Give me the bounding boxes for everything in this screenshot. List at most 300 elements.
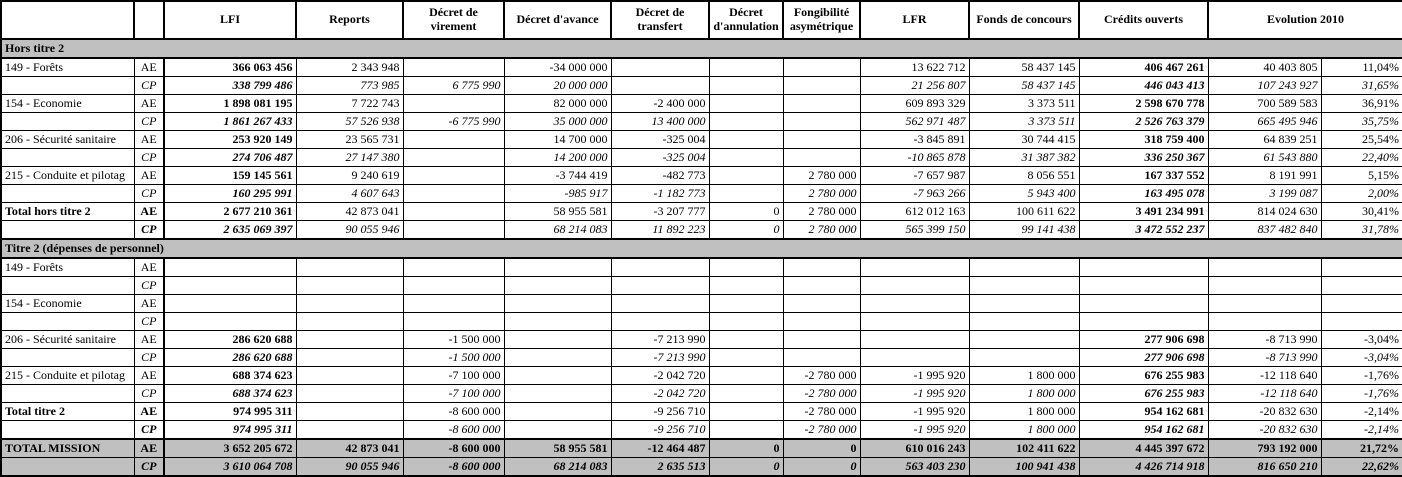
value-cell[interactable]: 36,91% — [1321, 95, 1402, 113]
value-cell[interactable]: 100 941 438 — [969, 458, 1079, 477]
value-cell[interactable]: 35 000 000 — [504, 113, 611, 131]
value-cell[interactable]: 4 426 714 918 — [1079, 458, 1208, 477]
value-cell[interactable]: -2 400 000 — [611, 95, 709, 113]
value-cell[interactable]: 7 722 743 — [296, 95, 403, 113]
row-label-cell[interactable] — [1, 458, 134, 477]
value-cell[interactable]: -1,76% — [1321, 385, 1402, 403]
unit-cell[interactable]: AE — [134, 131, 164, 149]
unit-cell[interactable]: AE — [134, 258, 164, 277]
unit-cell[interactable]: AE — [134, 95, 164, 113]
value-cell[interactable] — [296, 313, 403, 331]
value-cell[interactable] — [783, 331, 860, 349]
value-cell[interactable]: 4 607 643 — [296, 185, 403, 203]
value-cell[interactable]: 2 598 670 778 — [1079, 95, 1208, 113]
unit-cell[interactable]: CP — [134, 458, 164, 477]
value-cell[interactable]: 68 214 083 — [504, 221, 611, 240]
value-cell[interactable]: -20 832 630 — [1208, 403, 1321, 421]
value-cell[interactable] — [1079, 313, 1208, 331]
row-label-cell[interactable] — [1, 77, 134, 95]
value-cell[interactable]: -2 780 000 — [783, 421, 860, 440]
value-cell[interactable] — [1321, 258, 1402, 277]
value-cell[interactable] — [504, 403, 611, 421]
value-cell[interactable] — [969, 295, 1079, 313]
value-cell[interactable]: 159 145 561 — [164, 167, 296, 185]
unit-cell[interactable]: AE — [134, 203, 164, 221]
value-cell[interactable]: 21 256 807 — [860, 77, 969, 95]
unit-cell[interactable]: AE — [134, 331, 164, 349]
value-cell[interactable]: 25,54% — [1321, 131, 1402, 149]
value-cell[interactable]: 3 373 511 — [969, 95, 1079, 113]
value-cell[interactable] — [969, 349, 1079, 367]
value-cell[interactable] — [709, 367, 783, 385]
value-cell[interactable]: 90 055 946 — [296, 221, 403, 240]
value-cell[interactable]: 35,75% — [1321, 113, 1402, 131]
row-label-cell[interactable]: 149 - Forêts — [1, 258, 134, 277]
value-cell[interactable] — [783, 113, 860, 131]
value-cell[interactable]: 30 744 415 — [969, 131, 1079, 149]
value-cell[interactable] — [969, 313, 1079, 331]
value-cell[interactable]: -7 213 990 — [611, 331, 709, 349]
value-cell[interactable] — [504, 367, 611, 385]
header-fonds-concours[interactable]: Fonds de concours — [969, 1, 1079, 39]
value-cell[interactable]: 22,40% — [1321, 149, 1402, 167]
value-cell[interactable]: 2 526 763 379 — [1079, 113, 1208, 131]
value-cell[interactable]: 773 985 — [296, 77, 403, 95]
value-cell[interactable] — [504, 349, 611, 367]
value-cell[interactable]: -1 500 000 — [403, 349, 504, 367]
value-cell[interactable]: 31,65% — [1321, 77, 1402, 95]
value-cell[interactable] — [783, 313, 860, 331]
value-cell[interactable] — [164, 277, 296, 295]
value-cell[interactable]: 14 700 000 — [504, 131, 611, 149]
value-cell[interactable]: -3 845 891 — [860, 131, 969, 149]
value-cell[interactable]: -2 780 000 — [783, 403, 860, 421]
header-credits-ouverts[interactable]: Crédits ouverts — [1079, 1, 1208, 39]
value-cell[interactable]: -2,14% — [1321, 421, 1402, 440]
value-cell[interactable]: 1 898 081 195 — [164, 95, 296, 113]
value-cell[interactable] — [709, 131, 783, 149]
value-cell[interactable]: 954 162 681 — [1079, 421, 1208, 440]
value-cell[interactable]: -2 780 000 — [783, 385, 860, 403]
value-cell[interactable]: 277 906 698 — [1079, 349, 1208, 367]
header-decret-annulation[interactable]: Décret d'annulation — [709, 1, 783, 39]
value-cell[interactable] — [860, 349, 969, 367]
value-cell[interactable]: 610 016 243 — [860, 439, 969, 458]
value-cell[interactable] — [504, 313, 611, 331]
value-cell[interactable]: -1 182 773 — [611, 185, 709, 203]
value-cell[interactable] — [611, 313, 709, 331]
value-cell[interactable]: 3 199 087 — [1208, 185, 1321, 203]
value-cell[interactable]: -1 995 920 — [860, 385, 969, 403]
value-cell[interactable]: 163 495 078 — [1079, 185, 1208, 203]
value-cell[interactable] — [709, 77, 783, 95]
value-cell[interactable]: 286 620 688 — [164, 331, 296, 349]
value-cell[interactable]: 30,41% — [1321, 203, 1402, 221]
value-cell[interactable] — [611, 58, 709, 77]
unit-cell[interactable]: AE — [134, 403, 164, 421]
value-cell[interactable]: 2 343 948 — [296, 58, 403, 77]
value-cell[interactable] — [504, 258, 611, 277]
value-cell[interactable]: -3 207 777 — [611, 203, 709, 221]
value-cell[interactable]: 42 873 041 — [296, 203, 403, 221]
value-cell[interactable]: -8 713 990 — [1208, 331, 1321, 349]
value-cell[interactable] — [611, 77, 709, 95]
value-cell[interactable] — [783, 277, 860, 295]
value-cell[interactable] — [709, 385, 783, 403]
row-label-cell[interactable] — [1, 221, 134, 240]
value-cell[interactable] — [860, 295, 969, 313]
value-cell[interactable] — [164, 258, 296, 277]
value-cell[interactable]: -34 000 000 — [504, 58, 611, 77]
value-cell[interactable]: 446 043 413 — [1079, 77, 1208, 95]
value-cell[interactable]: 21,72% — [1321, 439, 1402, 458]
unit-cell[interactable]: CP — [134, 277, 164, 295]
value-cell[interactable] — [709, 149, 783, 167]
value-cell[interactable]: 0 — [783, 458, 860, 477]
value-cell[interactable]: -2,14% — [1321, 403, 1402, 421]
value-cell[interactable] — [783, 95, 860, 113]
value-cell[interactable]: 338 799 486 — [164, 77, 296, 95]
value-cell[interactable] — [1208, 313, 1321, 331]
row-label-cell[interactable] — [1, 349, 134, 367]
value-cell[interactable]: 57 526 938 — [296, 113, 403, 131]
value-cell[interactable]: -8 713 990 — [1208, 349, 1321, 367]
value-cell[interactable] — [1208, 277, 1321, 295]
row-label-cell[interactable]: 149 - Forêts — [1, 58, 134, 77]
value-cell[interactable] — [504, 421, 611, 440]
value-cell[interactable] — [709, 331, 783, 349]
value-cell[interactable] — [296, 331, 403, 349]
value-cell[interactable] — [403, 95, 504, 113]
unit-cell[interactable]: AE — [134, 439, 164, 458]
value-cell[interactable]: -8 600 000 — [403, 439, 504, 458]
value-cell[interactable]: 676 255 983 — [1079, 385, 1208, 403]
value-cell[interactable]: -20 832 630 — [1208, 421, 1321, 440]
value-cell[interactable] — [296, 385, 403, 403]
row-label-cell[interactable]: 215 - Conduite et pilotag — [1, 167, 134, 185]
value-cell[interactable] — [403, 277, 504, 295]
value-cell[interactable] — [611, 295, 709, 313]
value-cell[interactable]: 318 759 400 — [1079, 131, 1208, 149]
row-label-cell[interactable] — [1, 421, 134, 440]
value-cell[interactable]: -7 657 987 — [860, 167, 969, 185]
value-cell[interactable]: 2 780 000 — [783, 203, 860, 221]
value-cell[interactable] — [783, 295, 860, 313]
value-cell[interactable]: 0 — [709, 203, 783, 221]
value-cell[interactable]: -9 256 710 — [611, 403, 709, 421]
value-cell[interactable]: -12 118 640 — [1208, 367, 1321, 385]
value-cell[interactable] — [783, 349, 860, 367]
section-label[interactable]: Titre 2 (dépenses de personnel) — [1, 239, 1402, 258]
value-cell[interactable]: 13 400 000 — [611, 113, 709, 131]
value-cell[interactable] — [611, 258, 709, 277]
value-cell[interactable]: 90 055 946 — [296, 458, 403, 477]
value-cell[interactable]: -482 773 — [611, 167, 709, 185]
value-cell[interactable] — [709, 58, 783, 77]
value-cell[interactable] — [296, 403, 403, 421]
value-cell[interactable] — [1079, 295, 1208, 313]
value-cell[interactable] — [504, 385, 611, 403]
value-cell[interactable]: -3,04% — [1321, 331, 1402, 349]
value-cell[interactable]: 58 955 581 — [504, 439, 611, 458]
unit-cell[interactable]: CP — [134, 421, 164, 440]
value-cell[interactable] — [403, 203, 504, 221]
value-cell[interactable]: 6 775 990 — [403, 77, 504, 95]
value-cell[interactable] — [403, 295, 504, 313]
value-cell[interactable]: -3 744 419 — [504, 167, 611, 185]
value-cell[interactable]: -1 995 920 — [860, 367, 969, 385]
value-cell[interactable]: 5,15% — [1321, 167, 1402, 185]
value-cell[interactable]: 2 780 000 — [783, 221, 860, 240]
value-cell[interactable]: 58 437 145 — [969, 58, 1079, 77]
row-label-cell[interactable] — [1, 185, 134, 203]
value-cell[interactable]: 167 337 552 — [1079, 167, 1208, 185]
value-cell[interactable] — [1079, 277, 1208, 295]
value-cell[interactable]: -1 995 920 — [860, 421, 969, 440]
row-label-cell[interactable] — [1, 277, 134, 295]
value-cell[interactable]: 0 — [783, 439, 860, 458]
unit-cell[interactable]: CP — [134, 385, 164, 403]
header-decret-transfert[interactable]: Décret de transfert — [611, 1, 709, 39]
value-cell[interactable] — [296, 258, 403, 277]
value-cell[interactable]: -1 995 920 — [860, 403, 969, 421]
row-label-cell[interactable] — [1, 313, 134, 331]
value-cell[interactable]: 0 — [709, 221, 783, 240]
row-label-cell[interactable]: 154 - Economie — [1, 95, 134, 113]
value-cell[interactable] — [783, 258, 860, 277]
value-cell[interactable] — [969, 277, 1079, 295]
value-cell[interactable]: 609 893 329 — [860, 95, 969, 113]
value-cell[interactable]: 40 403 805 — [1208, 58, 1321, 77]
value-cell[interactable] — [403, 313, 504, 331]
value-cell[interactable] — [709, 185, 783, 203]
value-cell[interactable]: 82 000 000 — [504, 95, 611, 113]
value-cell[interactable] — [1321, 277, 1402, 295]
value-cell[interactable]: 2 635 513 — [611, 458, 709, 477]
value-cell[interactable]: 42 873 041 — [296, 439, 403, 458]
value-cell[interactable]: -10 865 878 — [860, 149, 969, 167]
value-cell[interactable] — [783, 58, 860, 77]
row-label-cell[interactable]: 206 - Sécurité sanitaire — [1, 331, 134, 349]
value-cell[interactable] — [709, 403, 783, 421]
value-cell[interactable]: 160 295 991 — [164, 185, 296, 203]
header-unit-cell[interactable] — [134, 1, 164, 39]
value-cell[interactable]: 4 445 397 672 — [1079, 439, 1208, 458]
header-decret-virement[interactable]: Décret de virement — [403, 1, 504, 39]
value-cell[interactable]: 14 200 000 — [504, 149, 611, 167]
value-cell[interactable] — [1321, 295, 1402, 313]
value-cell[interactable] — [783, 77, 860, 95]
value-cell[interactable] — [709, 167, 783, 185]
value-cell[interactable] — [403, 221, 504, 240]
value-cell[interactable]: 563 403 230 — [860, 458, 969, 477]
value-cell[interactable]: -8 600 000 — [403, 403, 504, 421]
value-cell[interactable]: -12 464 487 — [611, 439, 709, 458]
value-cell[interactable] — [296, 349, 403, 367]
value-cell[interactable]: 688 374 623 — [164, 367, 296, 385]
value-cell[interactable]: 27 147 380 — [296, 149, 403, 167]
value-cell[interactable] — [403, 185, 504, 203]
value-cell[interactable] — [296, 421, 403, 440]
header-evolution-2010[interactable]: Evolution 2010 — [1208, 1, 1402, 39]
row-label-cell[interactable] — [1, 149, 134, 167]
value-cell[interactable]: 23 565 731 — [296, 131, 403, 149]
value-cell[interactable]: -1,76% — [1321, 367, 1402, 385]
value-cell[interactable]: 11,04% — [1321, 58, 1402, 77]
value-cell[interactable] — [504, 331, 611, 349]
unit-cell[interactable]: CP — [134, 113, 164, 131]
header-row-label-cell[interactable] — [1, 1, 134, 39]
value-cell[interactable]: 102 411 622 — [969, 439, 1079, 458]
row-label-cell[interactable]: Total titre 2 — [1, 403, 134, 421]
unit-cell[interactable]: AE — [134, 58, 164, 77]
value-cell[interactable] — [296, 277, 403, 295]
value-cell[interactable]: -3,04% — [1321, 349, 1402, 367]
value-cell[interactable] — [969, 331, 1079, 349]
row-label-cell[interactable]: 206 - Sécurité sanitaire — [1, 131, 134, 149]
value-cell[interactable]: 3 491 234 991 — [1079, 203, 1208, 221]
value-cell[interactable]: -7 100 000 — [403, 385, 504, 403]
value-cell[interactable] — [296, 367, 403, 385]
value-cell[interactable]: 676 255 983 — [1079, 367, 1208, 385]
value-cell[interactable]: 406 467 261 — [1079, 58, 1208, 77]
unit-cell[interactable]: AE — [134, 295, 164, 313]
value-cell[interactable]: 2 780 000 — [783, 185, 860, 203]
value-cell[interactable]: -9 256 710 — [611, 421, 709, 440]
value-cell[interactable] — [1208, 258, 1321, 277]
value-cell[interactable]: 816 650 210 — [1208, 458, 1321, 477]
value-cell[interactable]: 61 543 880 — [1208, 149, 1321, 167]
value-cell[interactable]: -325 004 — [611, 131, 709, 149]
value-cell[interactable]: -325 004 — [611, 149, 709, 167]
value-cell[interactable]: 68 214 083 — [504, 458, 611, 477]
value-cell[interactable] — [1208, 295, 1321, 313]
unit-cell[interactable]: CP — [134, 77, 164, 95]
header-lfr[interactable]: LFR — [860, 1, 969, 39]
value-cell[interactable]: -1 500 000 — [403, 331, 504, 349]
value-cell[interactable]: 31 387 382 — [969, 149, 1079, 167]
value-cell[interactable]: 665 495 946 — [1208, 113, 1321, 131]
value-cell[interactable]: 1 861 267 433 — [164, 113, 296, 131]
value-cell[interactable]: 2,00% — [1321, 185, 1402, 203]
value-cell[interactable]: 58 437 145 — [969, 77, 1079, 95]
value-cell[interactable]: 954 162 681 — [1079, 403, 1208, 421]
unit-cell[interactable]: AE — [134, 167, 164, 185]
value-cell[interactable]: 0 — [709, 458, 783, 477]
value-cell[interactable] — [403, 58, 504, 77]
value-cell[interactable] — [296, 295, 403, 313]
value-cell[interactable] — [403, 149, 504, 167]
value-cell[interactable] — [403, 167, 504, 185]
unit-cell[interactable]: CP — [134, 185, 164, 203]
value-cell[interactable]: 837 482 840 — [1208, 221, 1321, 240]
value-cell[interactable]: -2 042 720 — [611, 385, 709, 403]
value-cell[interactable]: 107 243 927 — [1208, 77, 1321, 95]
value-cell[interactable] — [783, 131, 860, 149]
value-cell[interactable]: 3 652 205 672 — [164, 439, 296, 458]
value-cell[interactable] — [783, 149, 860, 167]
row-label-cell[interactable]: Total hors titre 2 — [1, 203, 134, 221]
unit-cell[interactable]: AE — [134, 367, 164, 385]
value-cell[interactable]: 3 472 552 237 — [1079, 221, 1208, 240]
header-fongibilite[interactable]: Fongibilité asymétrique — [783, 1, 860, 39]
value-cell[interactable]: 31,78% — [1321, 221, 1402, 240]
value-cell[interactable]: 2 677 210 361 — [164, 203, 296, 221]
value-cell[interactable]: -7 213 990 — [611, 349, 709, 367]
value-cell[interactable] — [611, 277, 709, 295]
value-cell[interactable] — [860, 313, 969, 331]
value-cell[interactable] — [709, 421, 783, 440]
value-cell[interactable]: 688 374 623 — [164, 385, 296, 403]
value-cell[interactable] — [860, 277, 969, 295]
row-label-cell[interactable]: TOTAL MISSION — [1, 439, 134, 458]
value-cell[interactable]: 1 800 000 — [969, 367, 1079, 385]
value-cell[interactable]: 13 622 712 — [860, 58, 969, 77]
value-cell[interactable]: 64 839 251 — [1208, 131, 1321, 149]
row-label-cell[interactable]: 215 - Conduite et pilotag — [1, 367, 134, 385]
value-cell[interactable]: 253 920 149 — [164, 131, 296, 149]
value-cell[interactable]: 1 800 000 — [969, 421, 1079, 440]
value-cell[interactable] — [709, 258, 783, 277]
value-cell[interactable]: 8 056 551 — [969, 167, 1079, 185]
value-cell[interactable]: 100 611 622 — [969, 203, 1079, 221]
value-cell[interactable]: 3 373 511 — [969, 113, 1079, 131]
value-cell[interactable]: 0 — [709, 439, 783, 458]
section-label[interactable]: Hors titre 2 — [1, 39, 1402, 58]
value-cell[interactable]: -7 963 266 — [860, 185, 969, 203]
value-cell[interactable] — [860, 331, 969, 349]
value-cell[interactable] — [709, 113, 783, 131]
value-cell[interactable]: 336 250 367 — [1079, 149, 1208, 167]
value-cell[interactable]: -7 100 000 — [403, 367, 504, 385]
value-cell[interactable]: 9 240 619 — [296, 167, 403, 185]
value-cell[interactable]: -8 600 000 — [403, 421, 504, 440]
value-cell[interactable]: 22,62% — [1321, 458, 1402, 477]
row-label-cell[interactable] — [1, 113, 134, 131]
value-cell[interactable]: 974 995 311 — [164, 403, 296, 421]
value-cell[interactable] — [504, 295, 611, 313]
value-cell[interactable]: 565 399 150 — [860, 221, 969, 240]
value-cell[interactable] — [709, 295, 783, 313]
value-cell[interactable]: 8 191 991 — [1208, 167, 1321, 185]
value-cell[interactable] — [860, 258, 969, 277]
value-cell[interactable]: 793 192 000 — [1208, 439, 1321, 458]
value-cell[interactable]: 5 943 400 — [969, 185, 1079, 203]
header-reports[interactable]: Reports — [296, 1, 403, 39]
value-cell[interactable]: -2 042 720 — [611, 367, 709, 385]
value-cell[interactable] — [504, 277, 611, 295]
value-cell[interactable]: 612 012 163 — [860, 203, 969, 221]
value-cell[interactable]: -985 917 — [504, 185, 611, 203]
value-cell[interactable]: 99 141 438 — [969, 221, 1079, 240]
value-cell[interactable]: 2 635 069 397 — [164, 221, 296, 240]
value-cell[interactable] — [709, 349, 783, 367]
header-decret-avance[interactable]: Décret d'avance — [504, 1, 611, 39]
value-cell[interactable] — [403, 258, 504, 277]
value-cell[interactable] — [1321, 313, 1402, 331]
value-cell[interactable] — [1079, 258, 1208, 277]
value-cell[interactable] — [164, 313, 296, 331]
value-cell[interactable]: 1 800 000 — [969, 403, 1079, 421]
unit-cell[interactable]: CP — [134, 149, 164, 167]
value-cell[interactable]: 562 971 487 — [860, 113, 969, 131]
header-lfi[interactable]: LFI — [164, 1, 296, 39]
value-cell[interactable]: 974 995 311 — [164, 421, 296, 440]
value-cell[interactable]: 1 800 000 — [969, 385, 1079, 403]
value-cell[interactable]: 274 706 487 — [164, 149, 296, 167]
value-cell[interactable]: 286 620 688 — [164, 349, 296, 367]
value-cell[interactable] — [403, 131, 504, 149]
